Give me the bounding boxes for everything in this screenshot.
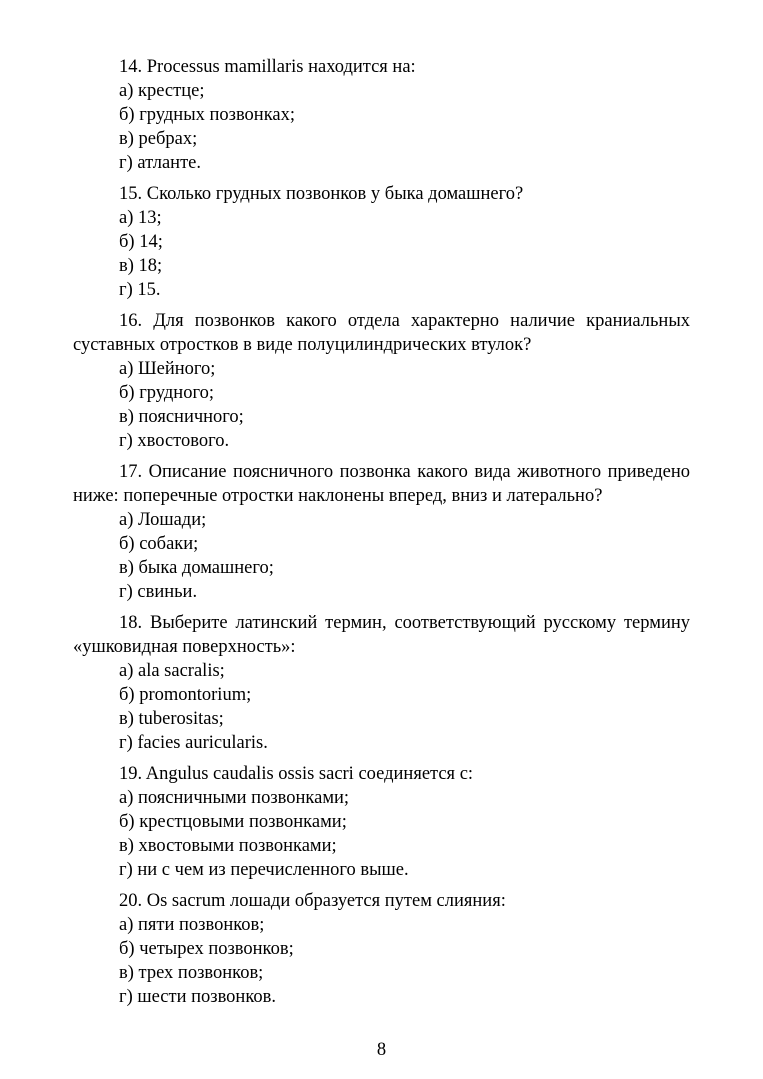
question-text: 16. Для позвонков какого отдела характерно наличие краниальных суставных отростков в виде полуцилиндрических втулок? — [73, 311, 690, 355]
answer-option: б) promontorium; — [119, 685, 252, 705]
answer-option: б) грудных позвонках; — [119, 105, 296, 125]
answer-option: г) хвостового. — [119, 431, 230, 451]
answer-option: б) 14; — [119, 232, 163, 252]
answer-option: б) собаки; — [119, 534, 199, 554]
answer-option: а) ala sacralis; — [119, 661, 225, 681]
answer-option: г) facies auricularis. — [119, 733, 268, 753]
question-17 — [73, 460, 690, 604]
answer-option: в) хвостовыми позвонками; — [119, 836, 337, 856]
answer-option: б) грудного; — [119, 383, 214, 403]
question-text: 14. Processus mamillaris находится на: — [119, 57, 416, 77]
answer-option: а) крестце; — [119, 81, 205, 101]
answer-option: г) шести позвонков. — [119, 987, 276, 1007]
question-text: 15. Сколько грудных позвонков у быка домашнего? — [119, 184, 524, 204]
question-text: 18. Выберите латинский термин, соответствующий русскому термину «ушковидная поверхность»: — [73, 613, 690, 657]
answer-option: а) 13; — [119, 208, 162, 228]
answer-option: б) четырех позвонков; — [119, 939, 294, 959]
question-18 — [73, 611, 690, 755]
answer-option: б) крестцовыми позвонками; — [119, 812, 347, 832]
answer-option: г) ни с чем из перечисленного выше. — [119, 860, 409, 880]
answer-option: в) ребрах; — [119, 129, 198, 149]
question-19 — [73, 762, 690, 882]
question-text: 17. Описание поясничного позвонка какого вида животного приведено ниже: поперечные отростки наклонены вперед, вниз и латерально? — [73, 462, 690, 506]
page-content — [73, 55, 690, 1016]
question-text: 19. Angulus caudalis ossis sacri соединяется с: — [119, 764, 474, 784]
answer-option: в) трех позвонков; — [119, 963, 264, 983]
question-16 — [73, 309, 690, 453]
question-14 — [73, 55, 690, 175]
page-number: 8 — [376, 1040, 387, 1060]
answer-option: г) свиньи. — [119, 582, 198, 602]
answer-option: г) 15. — [119, 280, 161, 300]
question-text: 20. Os sacrum лошади образуется путем слияния: — [119, 891, 506, 911]
answer-option: в) 18; — [119, 256, 163, 276]
answer-option: а) Шейного; — [119, 359, 216, 379]
question-20 — [73, 889, 690, 1009]
answer-option: в) tuberositas; — [119, 709, 224, 729]
answer-option: г) атланте. — [119, 153, 201, 173]
answer-option: а) пяти позвонков; — [119, 915, 265, 935]
answer-option: в) поясничного; — [119, 407, 244, 427]
answer-option: а) Лошади; — [119, 510, 207, 530]
answer-option: а) поясничными позвонками; — [119, 788, 350, 808]
question-15 — [73, 182, 690, 302]
answer-option: в) быка домашнего; — [119, 558, 274, 578]
